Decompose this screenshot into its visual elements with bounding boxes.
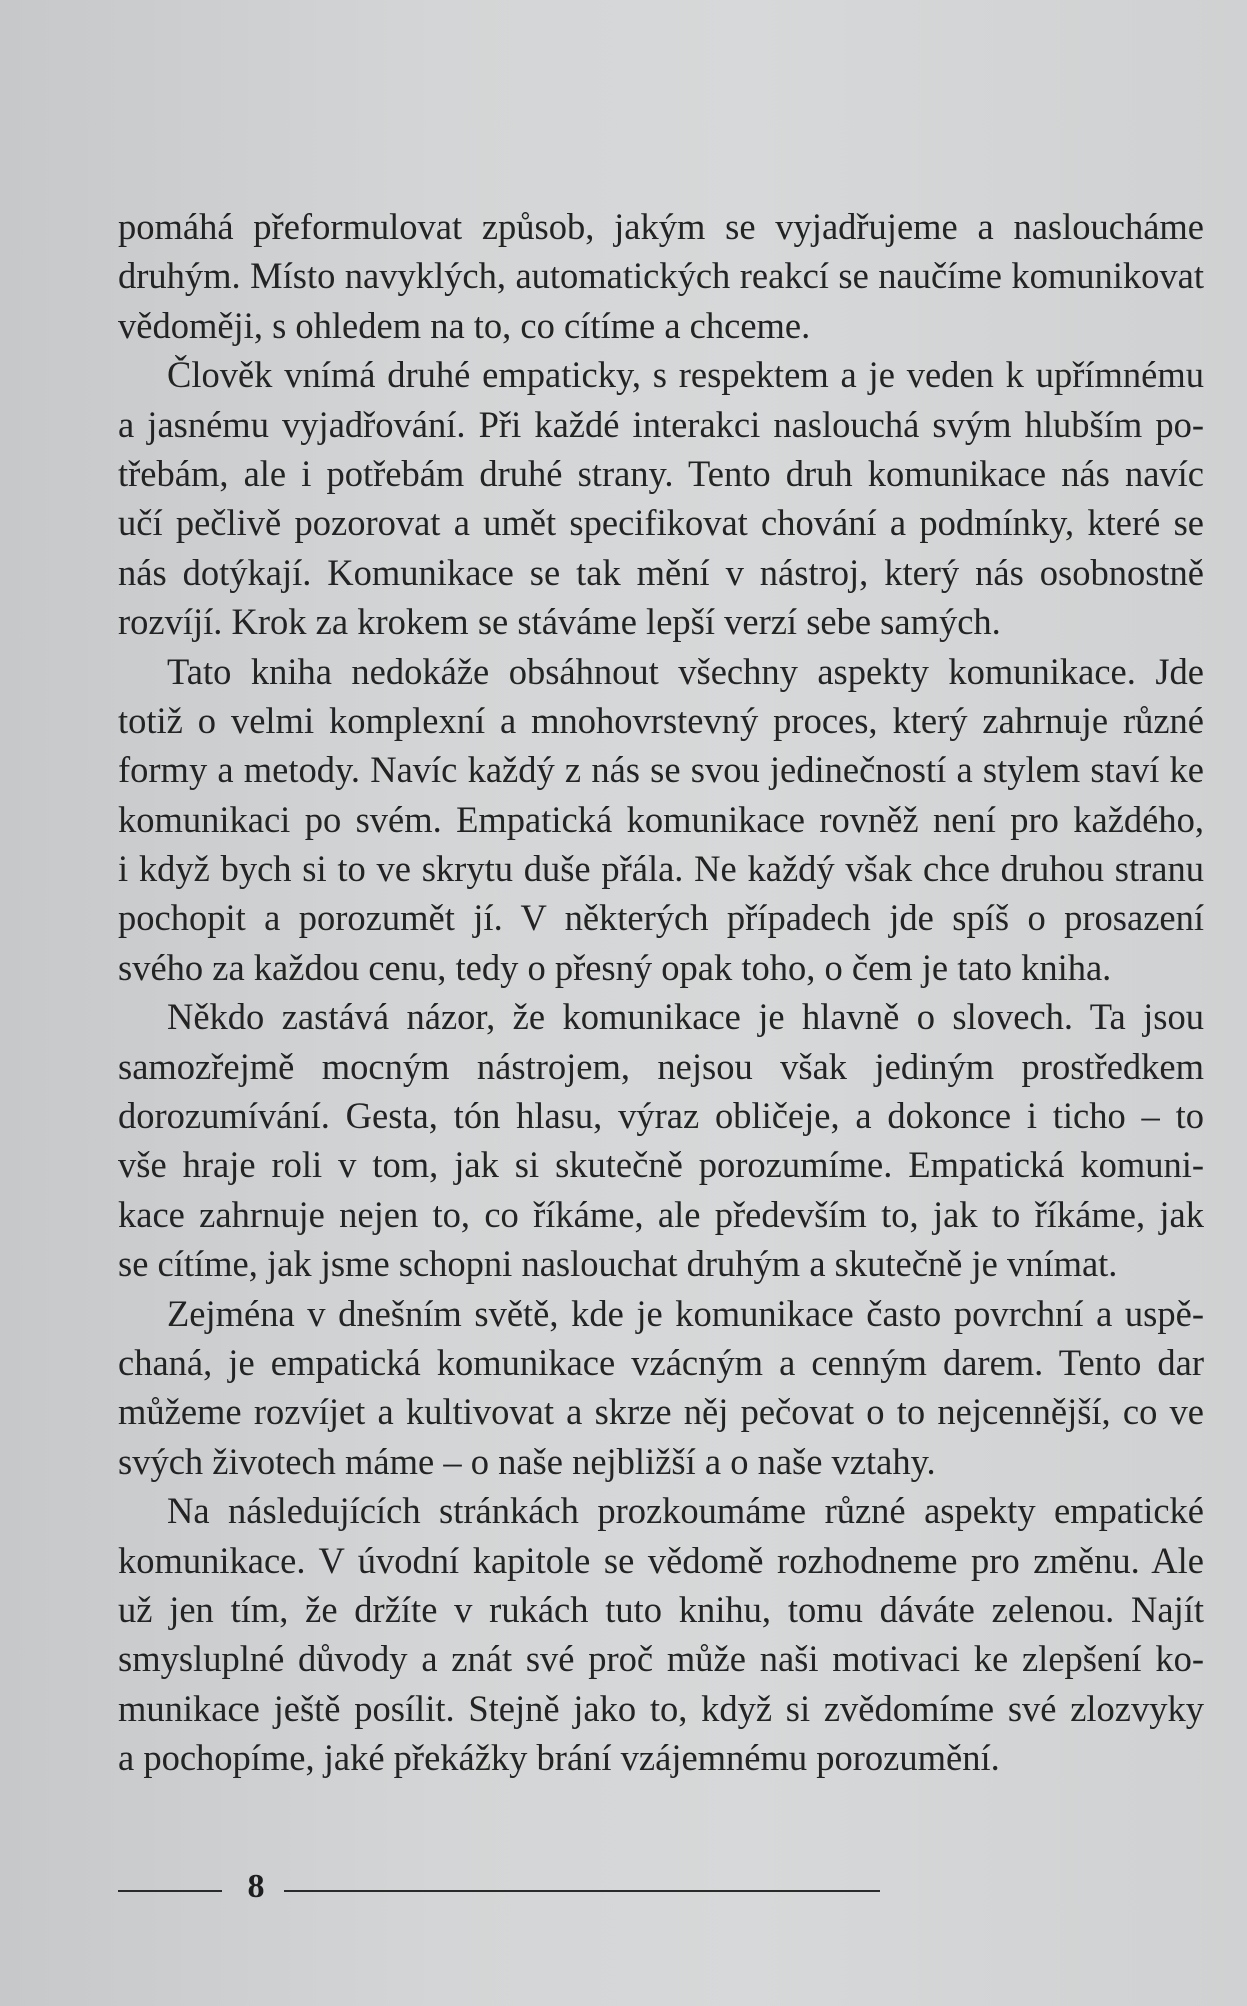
page-footer [118, 1862, 880, 1912]
text-line: munikace ještě posílit. Stejně jako to, když si zvědomíme své zlozvyky [118, 1687, 1204, 1729]
paragraph-first-line: Zejména v dnešním světě, kde je komunikace často povrchní a uspě- [167, 1292, 1204, 1334]
text-line: smysluplné důvody a znát své proč může naši motivaci ke zlepšení ko- [118, 1638, 1204, 1680]
text-line: samozřejmě mocným nástrojem, nejsou však jediným prostředkem [118, 1045, 1204, 1087]
footer-rule-left [118, 1890, 222, 1892]
text-line: a pochopíme, jaké překážky brání vzájemnému porozumění. [118, 1737, 1000, 1779]
text-line: už jen tím, že držíte v rukách tuto knihu, tomu dáváte zelenou. Najít [118, 1588, 1204, 1630]
text-line: formy a metody. Navíc každý z nás se svou jedinečností a stylem staví ke [118, 749, 1204, 791]
text-line: i když bych si to ve skrytu duše přála. Ne každý však chce druhou stranu [118, 848, 1204, 890]
text-line: vše hraje roli v tom, jak si skutečně porozumíme. Empatická komuni- [118, 1144, 1204, 1186]
paragraph-first-line: Někdo zastává názor, že komunikace je hlavně o slovech. Ta jsou [167, 996, 1204, 1038]
text-line: učí pečlivě pozorovat a umět specifikovat chování a podmínky, které se [118, 502, 1204, 544]
text-line: můžeme rozvíjet a kultivovat a skrze něj pečovat o to nejcennější, co ve [118, 1391, 1204, 1433]
text-line: třebám, ale i potřebám druhé strany. Tento druh komunikace nás navíc [118, 452, 1204, 494]
text-line: a jasnému vyjadřování. Při každé interakci naslouchá svým hlubším po- [118, 403, 1204, 445]
text-line: svého za každou cenu, tedy o přesný opak toho, o čem je tato kniha. [118, 946, 1112, 988]
text-line: totiž o velmi komplexní a mnohovrstevný proces, který zahrnuje různé [118, 699, 1204, 741]
paragraph-first-line: Na následujících stránkách prozkoumáme různé aspekty empatické [167, 1490, 1204, 1532]
text-line: druhým. Místo navyklých, automatických reakcí se naučíme komunikovat [118, 255, 1204, 297]
text-line: rozvíjí. Krok za krokem se stáváme lepší verzí sebe samých. [118, 601, 1001, 643]
text-line: pochopit a porozumět jí. V některých případech jde spíš o prosazení [118, 897, 1204, 939]
footer-rule-right [284, 1890, 880, 1892]
body-text [118, 202, 1204, 1783]
paragraph-first-line: Člověk vnímá druhé empaticky, s respektem a je veden k upřímnému [167, 354, 1204, 396]
text-line: pomáhá přeformulovat způsob, jakým se vyjadřujeme a nasloucháme [118, 206, 1204, 247]
paragraph-first-line: Tato kniha nedokáže obsáhnout všechny aspekty komunikace. Jde [167, 650, 1204, 692]
text-line: komunikaci po svém. Empatická komunikace rovněž není pro každého, [118, 798, 1204, 840]
text-line: nás dotýkají. Komunikace se tak mění v nástroj, který nás osobnostně [118, 551, 1204, 593]
text-line: kace zahrnuje nejen to, co říkáme, ale především to, jak to říkáme, jak [118, 1193, 1204, 1235]
page-number: 8 [247, 1868, 265, 1905]
text-line: se cítíme, jak jsme schopni naslouchat druhým a skutečně je vnímat. [118, 1243, 1118, 1285]
text-line: svých životech máme – o naše nejbližší a o naše vztahy. [118, 1440, 936, 1482]
text-line: chaná, je empatická komunikace vzácným a cenným darem. Tento dar [118, 1341, 1204, 1383]
text-line: komunikace. V úvodní kapitole se vědomě rozhodneme pro změnu. Ale [118, 1539, 1204, 1581]
text-line: vědoměji, s ohledem na to, co cítíme a chceme. [118, 304, 811, 346]
text-line: dorozumívání. Gesta, tón hlasu, výraz obličeje, a dokonce i ticho – to [118, 1095, 1204, 1137]
